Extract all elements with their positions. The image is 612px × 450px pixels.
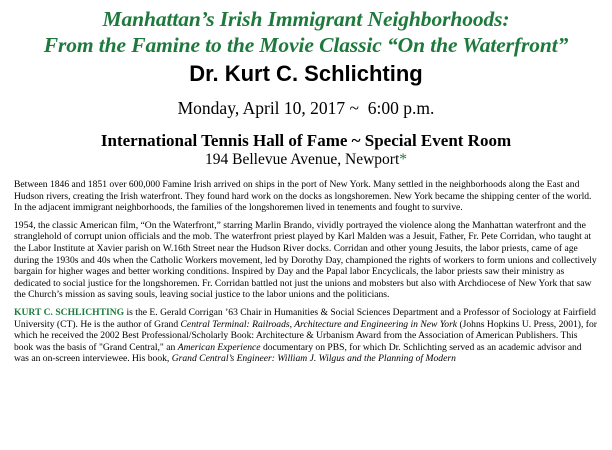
bio-book-2: Grand Central’s Engineer: William J. Wilgus and the Planning of Modern	[171, 353, 456, 365]
bio-text-3: documentary on PBS, for which Dr. Schlichting served as an academic advisor and was an on-screen interviewee. His book,	[14, 341, 582, 365]
paragraph-famine: Between 1846 and 1851 over 600,000 Famine Irish arrived on ships in the port of New York. Many settled in the neighborhoods along the East and Hudson rivers, creating the Irish waterfront. They found hard work on the docks as longshoremen. New York became the shipping center of the world. In the adjacent immigrant neighborhoods, the families of the longshoremen lived in tenements and fought to survive.	[14, 179, 592, 214]
event-address	[0, 151, 612, 169]
address-text: 194 Bellevue Avenue, Newport	[204, 151, 400, 168]
event-datetime: Monday, April 10, 2017 ~ 6:00 p.m.	[177, 98, 435, 118]
speaker-name: Dr. Kurt C. Schlichting	[189, 61, 423, 86]
bio-text-1: is the E. Gerald Corrigan ’63 Chair in Humanities & Social Sciences Department and a Professor of Sociology at Fairfield University (CT). He is the author of Grand	[14, 306, 596, 330]
bio-program: American Experience	[177, 341, 261, 353]
bio-book-1: Central Terminal: Railroads, Architecture and Engineering in New York	[180, 318, 458, 330]
event-venue: International Tennis Hall of Fame ~ Special Event Room	[100, 131, 512, 150]
address-asterisk: *	[399, 151, 408, 168]
paragraph-waterfront: 1954, the classic American film, “On the Waterfront,” starring Marlin Brando, vividly portrayed the violence along the Manhattan waterfront and the stranglehold of corrupt union officials and the mob. The waterfront priest played by Karl Malden was a Jesuit, Father, Fr. Pete Corridan, who taught at the Labor Institute at Xavier parish on W.16th Street near the Hudson River docks. Corridan and other young Jesuits, the labor priests, came of age during the 1930s and 40s when the Catholic Workers movement, led by Dorothy Day, championed the rights of workers to form unions and collectively bargain for higher wages and better working conditions. Inspired by Day and the Papal labor Encyclicals, the labor priests saw their ministry as dedicated to social justice for the longshoremen. Fr. Corridan battled not just the unions and mobsters but also with Archdiocese of New York that saw the Church’s mission as saving souls, leaving social justice to the labor unions and the politicians.	[14, 219, 597, 301]
event-title-line1: Manhattan’s Irish Immigrant Neighborhoods:	[102, 7, 510, 31]
paragraph-bio	[14, 307, 598, 365]
bio-name: KURT C. SCHLICHTING	[14, 306, 125, 318]
bio-text-2: (Johns Hopkins U. Press, 2001), for which he received the 2002 Best Professional/Scholarly Book: Architecture & Urbanism Award from the Association of American Publishers. This book was the basis of "Grand Central," an	[14, 318, 597, 353]
event-title-line2: From the Famine to the Movie Classic “On the Waterfront”	[43, 33, 569, 57]
